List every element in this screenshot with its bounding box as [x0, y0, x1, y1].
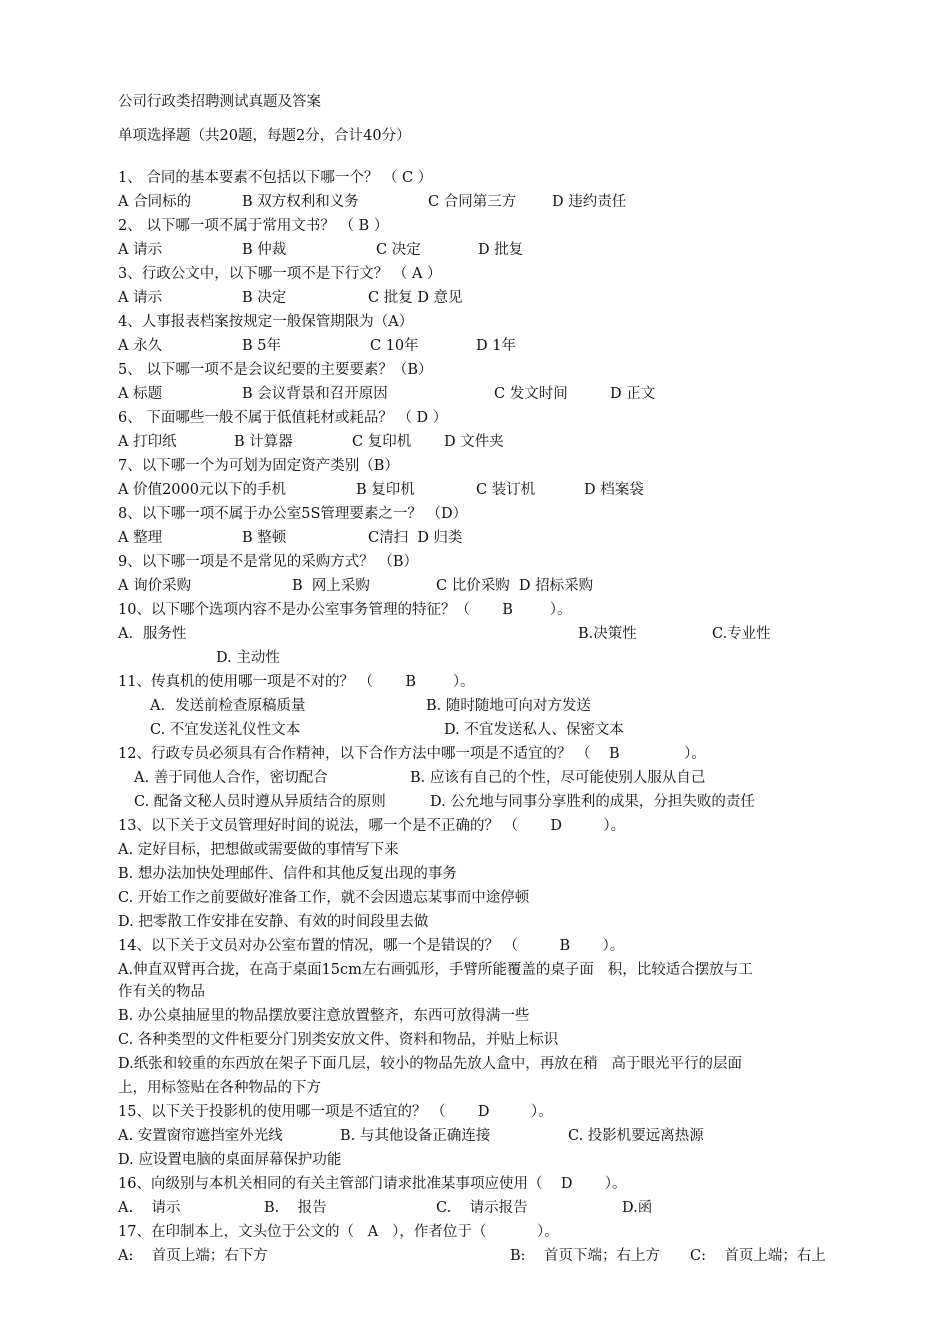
text-line: A 价值2000元以下的手机: [118, 482, 286, 498]
text-line: 11、传真机的使用哪一项是不对的？ （ B ）。: [118, 674, 475, 690]
text-line: C. 各种类型的文件柜要分门别类安放文件、资料和物品，并贴上标识: [118, 1032, 559, 1048]
text-line: A．发送前检查原稿质量: [150, 698, 306, 714]
text-line: C 批复 D 意见: [368, 290, 463, 306]
text-line: D. 公允地与同事分享胜利的成果，分担失败的责任: [430, 794, 755, 810]
text-line: 9、以下哪一项是不是常见的采购方式？ （B）: [118, 554, 418, 570]
text-line: C. 请示报告: [436, 1200, 528, 1216]
text-line: 2、 以下哪一项不属于常用文书？ （ B ）: [118, 218, 389, 234]
text-line: A. 请示: [118, 1200, 181, 1216]
text-line: D.函: [622, 1200, 653, 1216]
text-line: C. 不宜发送礼仪性文本: [150, 722, 301, 738]
text-line: C 发文时间: [494, 386, 568, 402]
text-line: D. 不宜发送私人、保密文本: [444, 722, 624, 738]
text-line: C. 投影机要远离热源: [568, 1128, 704, 1144]
text-line: C 复印机: [352, 434, 412, 450]
text-line: B: 首页下端；右上方: [510, 1248, 660, 1264]
text-line: 1、 合同的基本要素不包括以下哪一个？ （ C ）: [118, 170, 433, 186]
text-line: C 合同第三方: [428, 194, 517, 210]
text-line: 10、以下哪个选项内容不是办公室事务管理的特征？（ B ）。: [118, 602, 572, 618]
text-line: B. 办公桌抽屉里的物品摆放要注意放置整齐，东西可放得满一些: [118, 1008, 530, 1024]
text-line: C 装订机: [476, 482, 536, 498]
text-line: B. 与其他设备正确连接: [340, 1128, 491, 1144]
text-line: 作有关的物品: [118, 984, 205, 1000]
text-line: B.决策性: [578, 626, 637, 642]
section-heading: 单项选择题（共20题，每题2分，合计40分）: [118, 128, 411, 144]
text-line: B. 想办法加快处理邮件、信件和其他反复出现的事务: [118, 866, 457, 882]
text-line: D. 应设置电脑的桌面屏幕保护功能: [118, 1152, 342, 1168]
text-line: 4、人事报表档案按规定一般保管期限为（A）: [118, 314, 414, 330]
text-line: A 请示: [118, 242, 163, 258]
text-line: B 决定: [242, 290, 287, 306]
text-line: D. 主动性: [216, 650, 280, 666]
text-line: 16、向级别与本机关相同的有关主管部门请求批准某事项应使用（ D ）。: [118, 1176, 627, 1192]
text-line: A．服务性: [118, 626, 187, 642]
text-line: 17、在印制本上，文头位于公文的（ A ），作者位于（ ）。: [118, 1224, 559, 1240]
text-line: C 决定: [376, 242, 421, 258]
text-line: D 批复: [478, 242, 524, 258]
text-line: 5、 以下哪一项不是会议纪要的主要要素？（B）: [118, 362, 433, 378]
text-line: D. 把零散工作安排在安静、有效的时间段里去做: [118, 914, 429, 930]
text-line: A 整理: [118, 530, 163, 546]
text-line: B. 随时随地可向对方发送: [426, 698, 591, 714]
text-line: A: 首页上端；右下方: [118, 1248, 268, 1264]
text-line: A. 安置窗帘遮挡室外光线: [118, 1128, 283, 1144]
text-line: C 比价采购 D 招标采购: [436, 578, 594, 594]
text-line: 6、 下面哪些一般不属于低值耗材或耗品？ （ D ）: [118, 410, 448, 426]
text-line: A.伸直双臂再合拢，在高于桌面15cm左右画弧形，手臂所能覆盖的桌子面 积，比较适合摆放与工: [118, 962, 753, 978]
text-line: A 标题: [118, 386, 163, 402]
text-line: B. 应该有自己的个性，尽可能使别人服从自己: [410, 770, 706, 786]
text-line: 7、以下哪一个为可划为固定资产类别（B）: [118, 458, 399, 474]
text-line: B 5年: [242, 338, 281, 354]
text-line: B 会议背景和召开原因: [242, 386, 388, 402]
text-line: 15、以下关于投影机的使用哪一项是不适宜的？ （ D ）。: [118, 1104, 553, 1120]
text-line: A 永久: [118, 338, 163, 354]
text-line: 上，用标签贴在各种物品的下方: [118, 1080, 321, 1096]
text-line: B 双方权利和义务: [242, 194, 359, 210]
text-line: A. 善于同他人合作，密切配合: [134, 770, 328, 786]
text-line: B 计算器: [234, 434, 293, 450]
text-line: B. 报告: [264, 1200, 327, 1216]
text-line: 3、行政公文中，以下哪一项不是下行文？ （ A ）: [118, 266, 442, 282]
text-line: 8、以下哪一项不属于办公室5S管理要素之一？ （D）: [118, 506, 468, 522]
text-line: C清扫 D 归类: [368, 530, 463, 546]
text-line: B 复印机: [356, 482, 415, 498]
text-line: C. 开始工作之前要做好准备工作，就不会因遗忘某事而中途停顿: [118, 890, 530, 906]
text-line: D 文件夹: [444, 434, 504, 450]
text-line: D 1年: [476, 338, 516, 354]
text-line: D 正文: [610, 386, 656, 402]
text-line: A 打印纸: [118, 434, 177, 450]
text-line: C: 首页上端；右上: [690, 1248, 826, 1264]
text-line: D 违约责任: [552, 194, 627, 210]
text-line: B 网上采购: [292, 578, 370, 594]
text-line: 12、行政专员必须具有合作精神，以下合作方法中哪一项是不适宜的？ （ B ）。: [118, 746, 706, 762]
text-line: C.专业性: [712, 626, 771, 642]
document-title: 公司行政类招聘测试真题及答案: [118, 94, 321, 110]
text-line: D.纸张和较重的东西放在架子下面几层，较小的物品先放人盒中，再放在稍 高于眼光平行的层面: [118, 1056, 743, 1072]
text-line: C. 配备文秘人员时遵从异质结合的原则: [134, 794, 386, 810]
text-line: C 10年: [370, 338, 419, 354]
text-line: A. 定好目标，把想做或需要做的事情写下来: [118, 842, 399, 858]
text-line: A 合同标的: [118, 194, 192, 210]
text-line: D 档案袋: [584, 482, 644, 498]
text-line: A 请示: [118, 290, 163, 306]
text-line: B 整顿: [242, 530, 287, 546]
text-line: B 仲裁: [242, 242, 287, 258]
text-line: 14、以下关于文员对办公室布置的情况，哪一个是错误的？ （ B ）。: [118, 938, 625, 954]
text-line: A 询价采购: [118, 578, 192, 594]
text-line: 13、以下关于文员管理好时间的说法，哪一个是不正确的？ （ D ）。: [118, 818, 626, 834]
